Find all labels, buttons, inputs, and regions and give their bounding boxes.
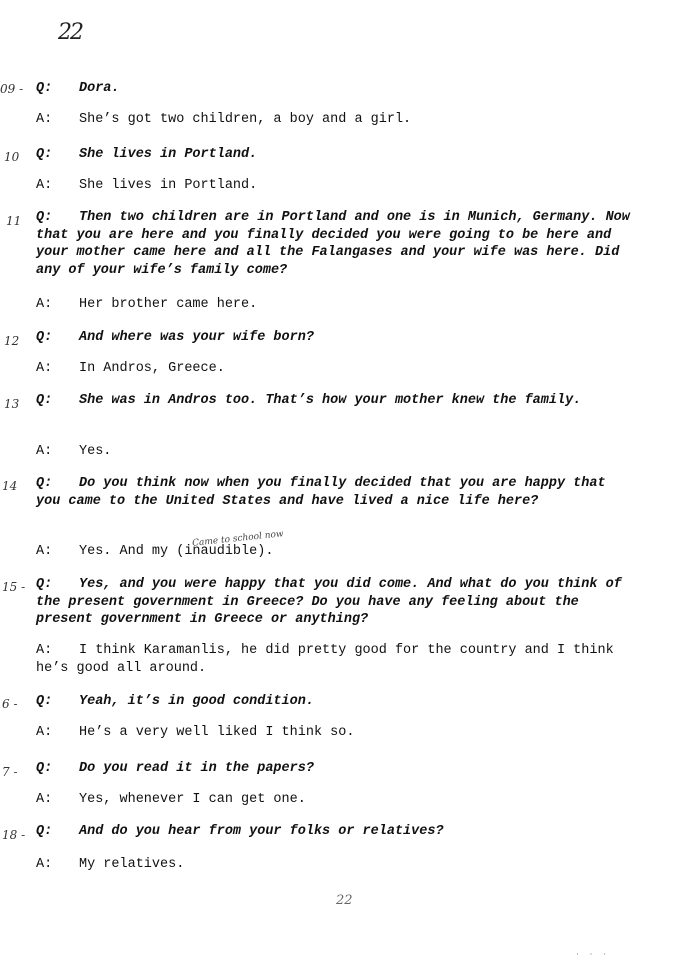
speaker-label: A: <box>36 857 53 872</box>
question-text: Yes, and you were happy that you did come. And what do you think of the present government in Greece? Do you have any feeling about the present government in Greece or anything? <box>36 577 622 627</box>
answer-block <box>36 543 636 561</box>
question-block <box>36 576 636 629</box>
answer-text: He’s a very well liked I think so. <box>79 725 355 740</box>
answer-text: In Andros, Greece. <box>79 361 225 376</box>
margin-mark-18: 18 - <box>2 828 26 842</box>
question-block <box>36 209 636 279</box>
margin-mark-13: 13 <box>4 397 20 411</box>
question-block <box>36 146 636 164</box>
question-text: Yeah, it’s in good condition. <box>79 694 314 709</box>
question-block <box>36 329 636 347</box>
speaker-label: Q: <box>36 476 53 491</box>
answer-block <box>36 724 636 742</box>
answer-text: Yes, whenever I can get one. <box>79 792 306 807</box>
speaker-label: Q: <box>36 210 53 225</box>
question-text: And where was your wife born? <box>79 330 314 345</box>
speaker-label: A: <box>36 444 53 459</box>
question-text: Do you read it in the papers? <box>79 761 314 776</box>
speaker-label: Q: <box>36 694 53 709</box>
speaker-label: A: <box>36 361 53 376</box>
margin-mark-11: 11 <box>6 214 22 228</box>
speaker-label: A: <box>36 792 53 807</box>
question-block <box>36 693 636 711</box>
speaker-label: A: <box>36 643 53 658</box>
question-block <box>36 80 636 98</box>
margin-mark-12: 12 <box>4 334 20 348</box>
speaker-label: Q: <box>36 393 53 408</box>
answer-text: I think Karamanlis, he did pretty good for the country and I think he’s good all around. <box>36 643 614 676</box>
answer-text: Yes. And my (inaudible). <box>79 544 274 559</box>
question-text: And do you hear from your folks or relatives? <box>79 824 444 839</box>
answer-block <box>36 177 636 195</box>
question-text: Then two children are in Portland and one is in Munich, Germany. Now that you are here and you finally decided you were going to be here and your mother came here and all the Falangases and your wife was here. Did any of your wife’s family come? <box>36 210 630 278</box>
speaker-label: Q: <box>36 577 53 592</box>
answer-block <box>36 111 636 129</box>
question-text: Do you think now when you finally decided that you are happy that you came to the United States and have lived a nice life here? <box>36 476 606 509</box>
margin-mark-17: 7 - <box>2 765 18 779</box>
question-text: She was in Andros too. That’s how your mother knew the family. <box>79 393 582 408</box>
speaker-label: A: <box>36 725 53 740</box>
answer-block <box>36 443 636 461</box>
answer-block <box>36 360 636 378</box>
margin-mark-10: 10 <box>4 150 20 164</box>
speaker-label: Q: <box>36 81 53 96</box>
margin-mark-09: 09 - <box>0 82 24 96</box>
question-text: She lives in Portland. <box>79 147 258 162</box>
answer-text: Her brother came here. <box>79 297 258 312</box>
speaker-label: A: <box>36 544 53 559</box>
question-text: Dora. <box>79 81 120 96</box>
speaker-label: Q: <box>36 824 53 839</box>
margin-mark-14: 14 <box>2 479 18 493</box>
speaker-label: A: <box>36 178 53 193</box>
answer-block <box>36 791 636 809</box>
scan-artifact: · · · <box>575 950 610 959</box>
bottom-page-number: 22 <box>336 893 353 908</box>
answer-block <box>36 856 636 874</box>
handwritten-page-number: 22 <box>58 20 82 45</box>
speaker-label: A: <box>36 297 53 312</box>
question-block <box>36 475 636 510</box>
question-block <box>36 760 636 778</box>
margin-mark-15: 15 - <box>2 580 26 594</box>
question-block <box>36 823 636 841</box>
answer-text: Yes. <box>79 444 112 459</box>
speaker-label: Q: <box>36 761 53 776</box>
margin-mark-16: 6 - <box>2 697 18 711</box>
question-block <box>36 392 636 410</box>
answer-text: My relatives. <box>79 857 185 872</box>
answer-block <box>36 296 636 314</box>
speaker-label: Q: <box>36 330 53 345</box>
answer-block <box>36 642 636 677</box>
speaker-label: Q: <box>36 147 53 162</box>
speaker-label: A: <box>36 112 53 127</box>
handwritten-insertion: Came to school now <box>191 529 285 549</box>
answer-text: She’s got two children, a boy and a girl. <box>79 112 412 127</box>
answer-text: She lives in Portland. <box>79 178 258 193</box>
